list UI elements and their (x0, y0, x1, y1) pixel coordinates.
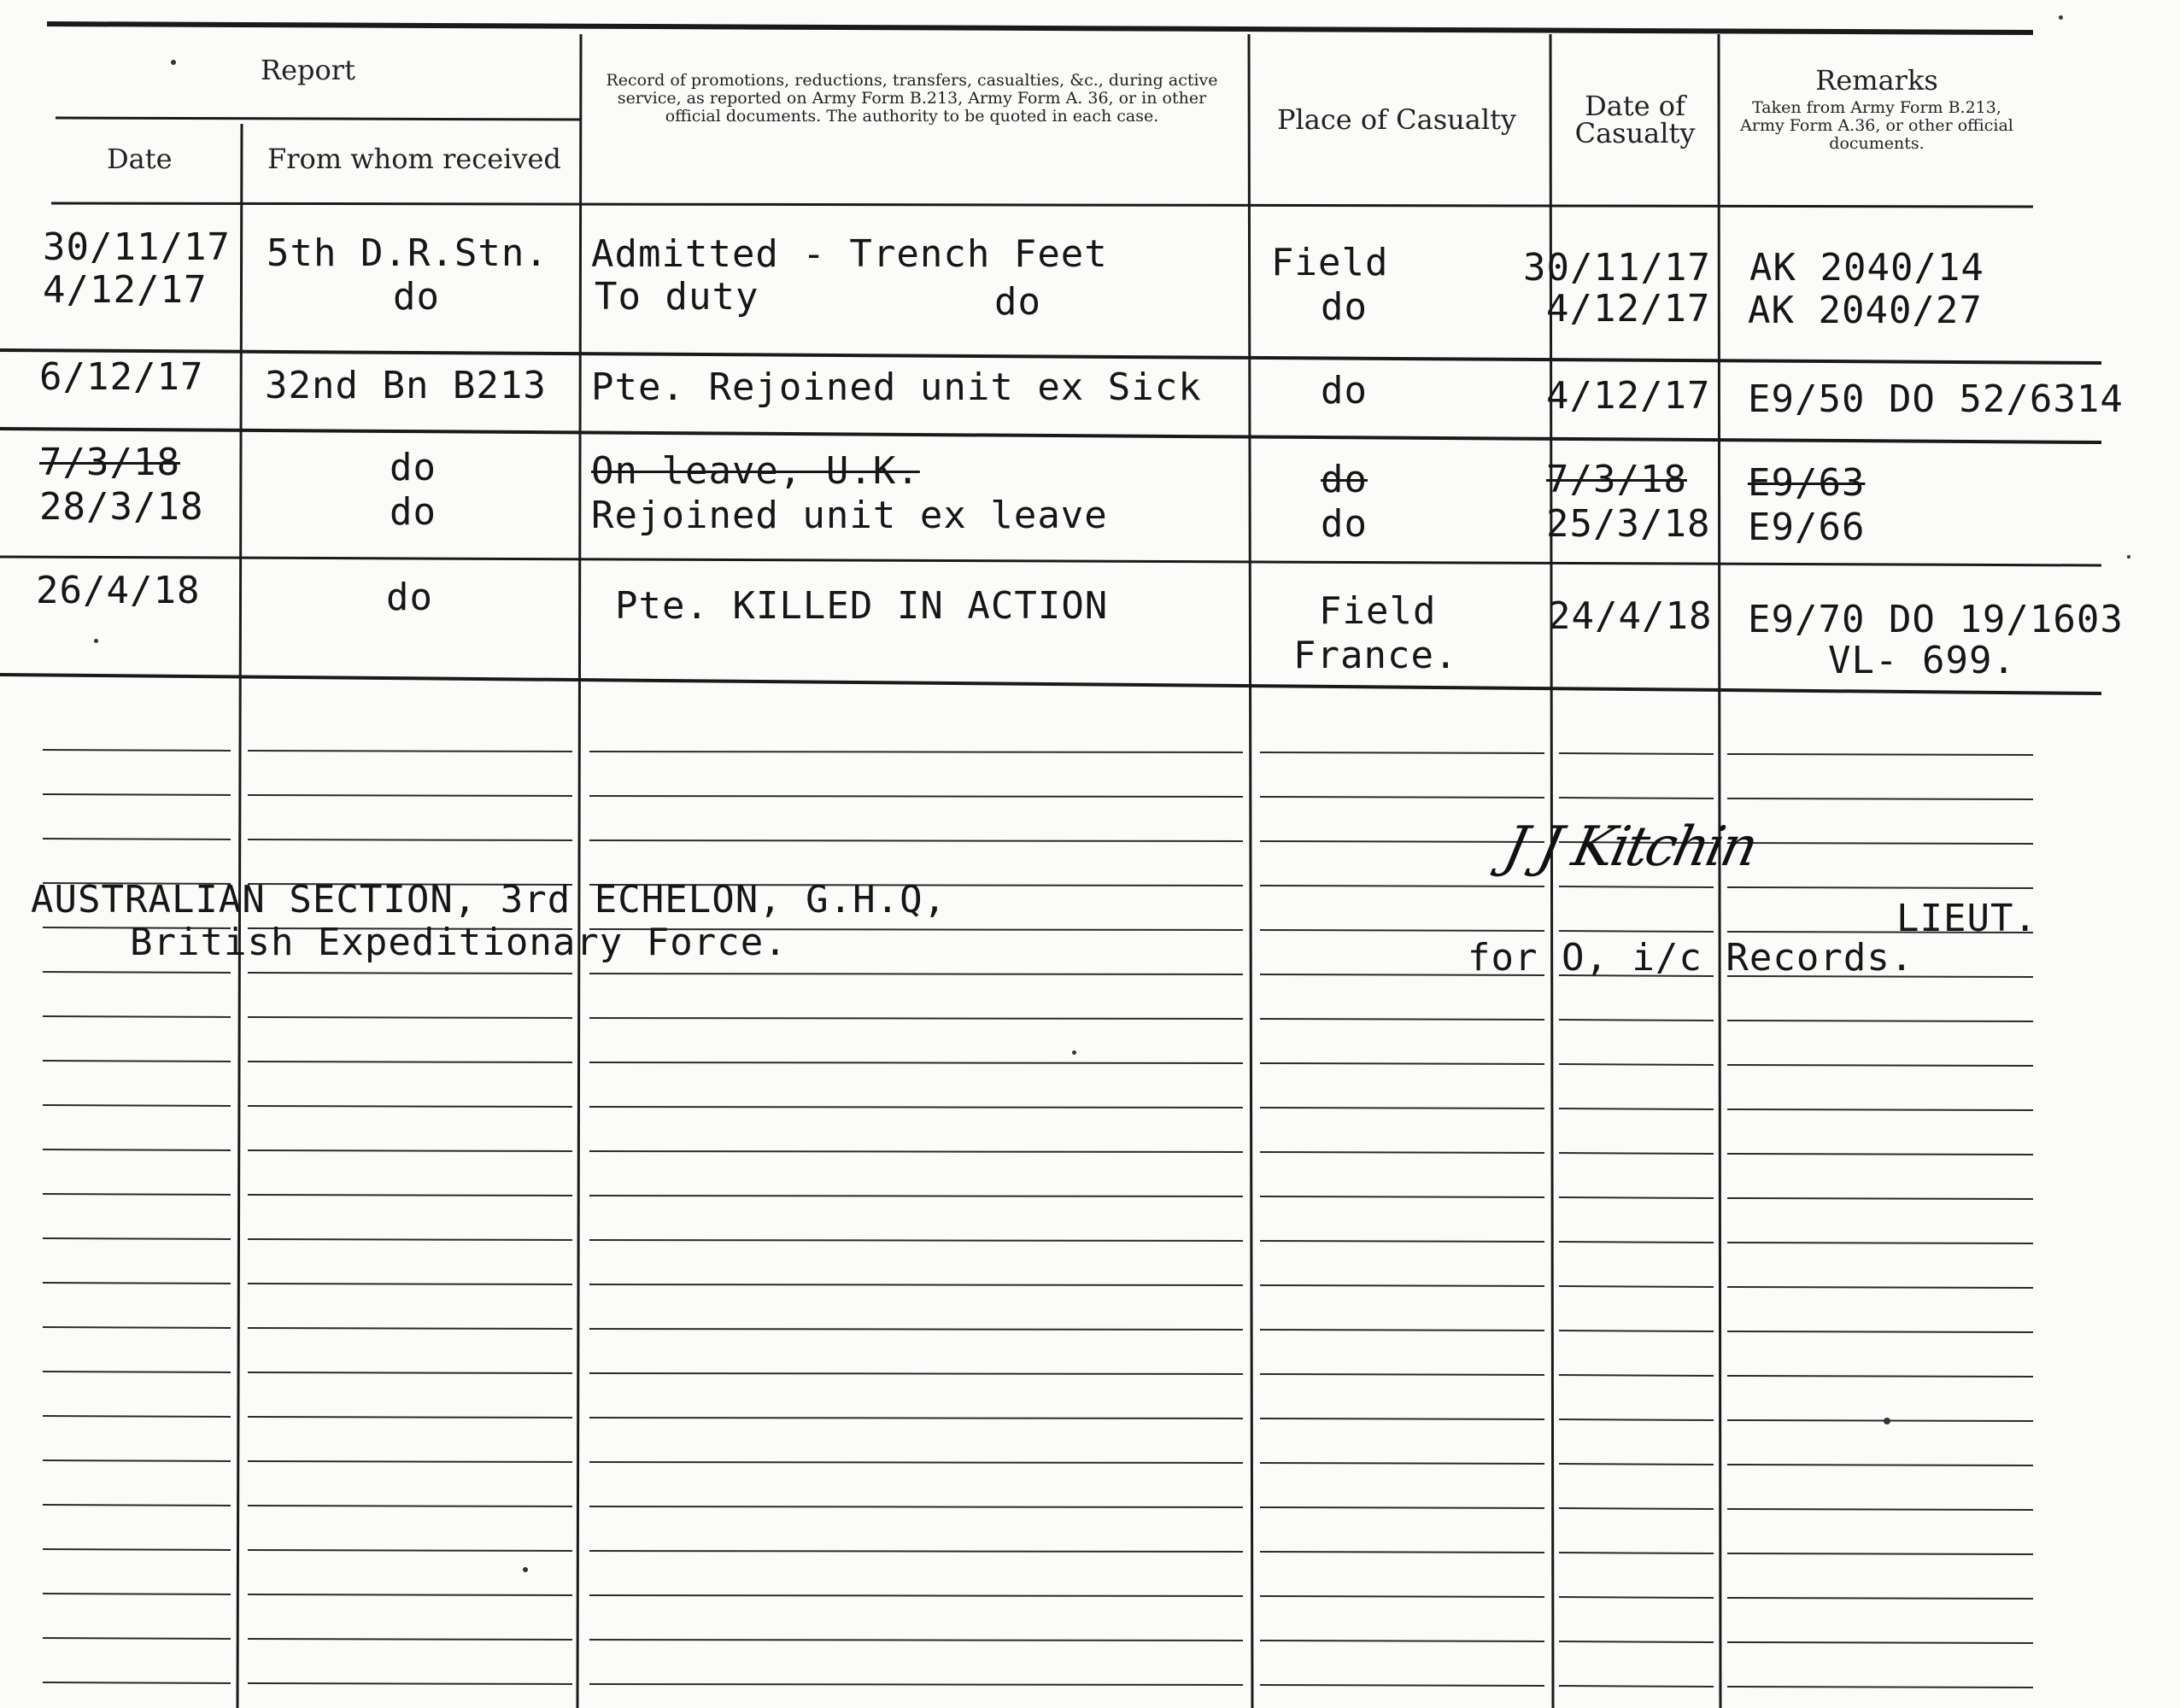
entry-3-record: Pte. Rejoined unit ex Sick (591, 366, 1202, 409)
header-from-whom: From whom received (267, 143, 561, 175)
entry-3-place: do (1321, 369, 1368, 412)
entry-4-place: do (1321, 458, 1368, 501)
entry-6-remarks: E9/70 DO 19/1603 (1748, 598, 2124, 641)
entry-5-remarks: E9/66 (1748, 506, 1866, 549)
entry-6-place-line2: France. (1293, 634, 1458, 677)
entry-6-record: Pte. KILLED IN ACTION (615, 584, 1109, 628)
entry-4-record: On leave, U.K. (591, 449, 920, 493)
entry-5-casualty-date: 25/3/18 (1546, 502, 1711, 546)
footer-for-records: for O, i/c Records. (1468, 936, 1914, 980)
entry-1-place: Field (1271, 241, 1389, 284)
entry-2-record: To duty (595, 275, 759, 319)
entry-2-place: do (1321, 285, 1368, 329)
entry-1-record: Admitted - Trench Feet (591, 232, 1108, 276)
entry-3-remarks: E9/50 DO 52/6314 (1748, 377, 2124, 421)
entry-4-remarks: E9/63 (1748, 461, 1866, 505)
entry-2-casualty-date: 4/12/17 (1546, 287, 1711, 330)
header-report: Report (261, 54, 355, 86)
footer-section-line: AUSTRALIAN SECTION, 3rd ECHELON, G.H.Q, (31, 878, 947, 921)
entry-1-date: 30/11/17 (43, 225, 231, 269)
entry-3-date: 6/12/17 (39, 355, 204, 399)
entry-3-casualty-date: 4/12/17 (1546, 374, 1711, 418)
entry-5-record: Rejoined unit ex leave (591, 494, 1108, 537)
entry-4-from: do (390, 446, 437, 489)
header-remarks: Remarks (1815, 64, 1938, 97)
header-date-of-casualty: Date of Casualty (1574, 90, 1696, 149)
entry-1-from: 5th D.R.Stn. (267, 231, 548, 275)
entry-6-date: 26/4/18 (36, 569, 201, 612)
entry-2-remarks: AK 2040/27 (1748, 289, 1983, 332)
entry-2-from: do (393, 275, 440, 319)
entry-2-date: 4/12/17 (43, 268, 208, 312)
entry-6-from: do (386, 576, 433, 619)
header-remarks-subtitle: Taken from Army Form B.213, Army Form A.36, or other official documents. (1740, 98, 2013, 153)
header-date: Date (107, 143, 173, 175)
entry-6-place: Field (1319, 589, 1437, 633)
entry-4-casualty-date: 7/3/18 (1546, 458, 1687, 501)
footer-force-line: British Expeditionary Force. (130, 921, 788, 964)
entry-6-remarks-line2: VL- 699. (1828, 639, 2016, 682)
entry-6-casualty-date: 24/4/18 (1548, 594, 1713, 638)
entry-3-from: 32nd Bn B213 (265, 364, 547, 407)
entry-1-casualty-date: 30/11/17 (1523, 246, 1711, 290)
entry-1-remarks: AK 2040/14 (1749, 246, 1984, 290)
header-place-of-casualty: Place of Casualty (1277, 103, 1516, 136)
entry-5-place: do (1321, 502, 1368, 546)
entry-2-record-ditto: do (994, 280, 1041, 324)
entry-5-from: do (390, 490, 437, 534)
footer-rank: LIEUT. (1896, 897, 2037, 940)
officer-signature: J J Kitchin (1498, 816, 1761, 879)
entry-4-date: 7/3/18 (39, 441, 180, 484)
header-record-description: Record of promotions, reductions, transfers, casualties, &c., during active service, as reported on Army Form B.213, Army Form A. 36, or in other official documents. The authority to be quoted in each case. (606, 71, 1218, 126)
entry-5-date: 28/3/18 (39, 485, 204, 529)
